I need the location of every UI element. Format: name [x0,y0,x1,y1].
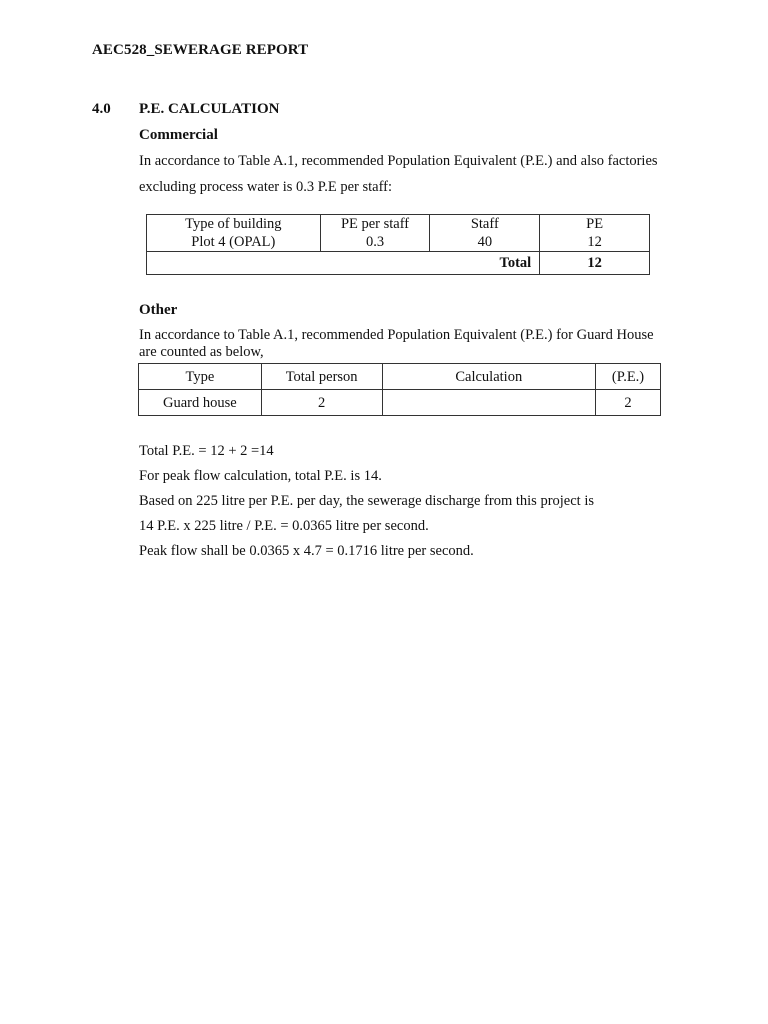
section-title: P.E. CALCULATION [139,101,280,117]
table-header-cell: Type [139,364,262,390]
commercial-intro-line1: In accordance to Table A.1, recommended Population Equivalent (P.E.) and also factories [139,153,658,169]
table-row [139,390,661,416]
table-blank-cell [147,252,430,275]
report-header: AEC528_SEWERAGE REPORT [92,42,309,58]
table-cell: 2 [261,390,382,416]
table-header-cell: PE per staff [320,215,430,234]
table-cell: Plot 4 (OPAL) [147,233,321,252]
table-header-cell: Staff [430,215,540,234]
table-cell: 0.3 [320,233,430,252]
table-header-cell: Type of building [147,215,321,234]
table-cell: 40 [430,233,540,252]
table-cell: 12 [540,233,650,252]
total-label: Total [430,252,540,275]
commercial-intro-line2: excluding process water is 0.3 P.E per staff: [139,179,393,195]
other-intro-line1: In accordance to Table A.1, recommended Population Equivalent (P.E.) for Guard House [139,327,654,343]
table-cell: Guard house [139,390,262,416]
other-pe-table [138,363,661,416]
commercial-heading: Commercial [139,127,218,143]
table-row [147,233,650,252]
table-header-cell: (P.E.) [596,364,661,390]
other-heading: Other [139,302,178,318]
table-header-cell: PE [540,215,650,234]
summary-line-discharge: Based on 225 litre per P.E. per day, the sewerage discharge from this project is [139,493,595,509]
total-value: 12 [540,252,650,275]
table-header-cell: Calculation [382,364,596,390]
summary-line-total: Total P.E. = 12 + 2 =14 [139,443,274,459]
table-header-row [139,364,661,390]
table-header-cell: Total person [261,364,382,390]
section-number: 4.0 [92,101,111,117]
other-intro-line2: are counted as below, [139,344,264,360]
table-total-row [147,252,650,275]
summary-line-calculation: 14 P.E. x 225 litre / P.E. = 0.0365 litre per second. [139,518,429,534]
table-cell [382,390,596,416]
summary-line-peak-total: For peak flow calculation, total P.E. is 14. [139,468,382,484]
summary-line-peak-flow: Peak flow shall be 0.0365 x 4.7 = 0.1716 litre per second. [139,543,474,559]
commercial-pe-table [146,214,650,275]
table-header-row [147,215,650,234]
table-cell: 2 [596,390,661,416]
